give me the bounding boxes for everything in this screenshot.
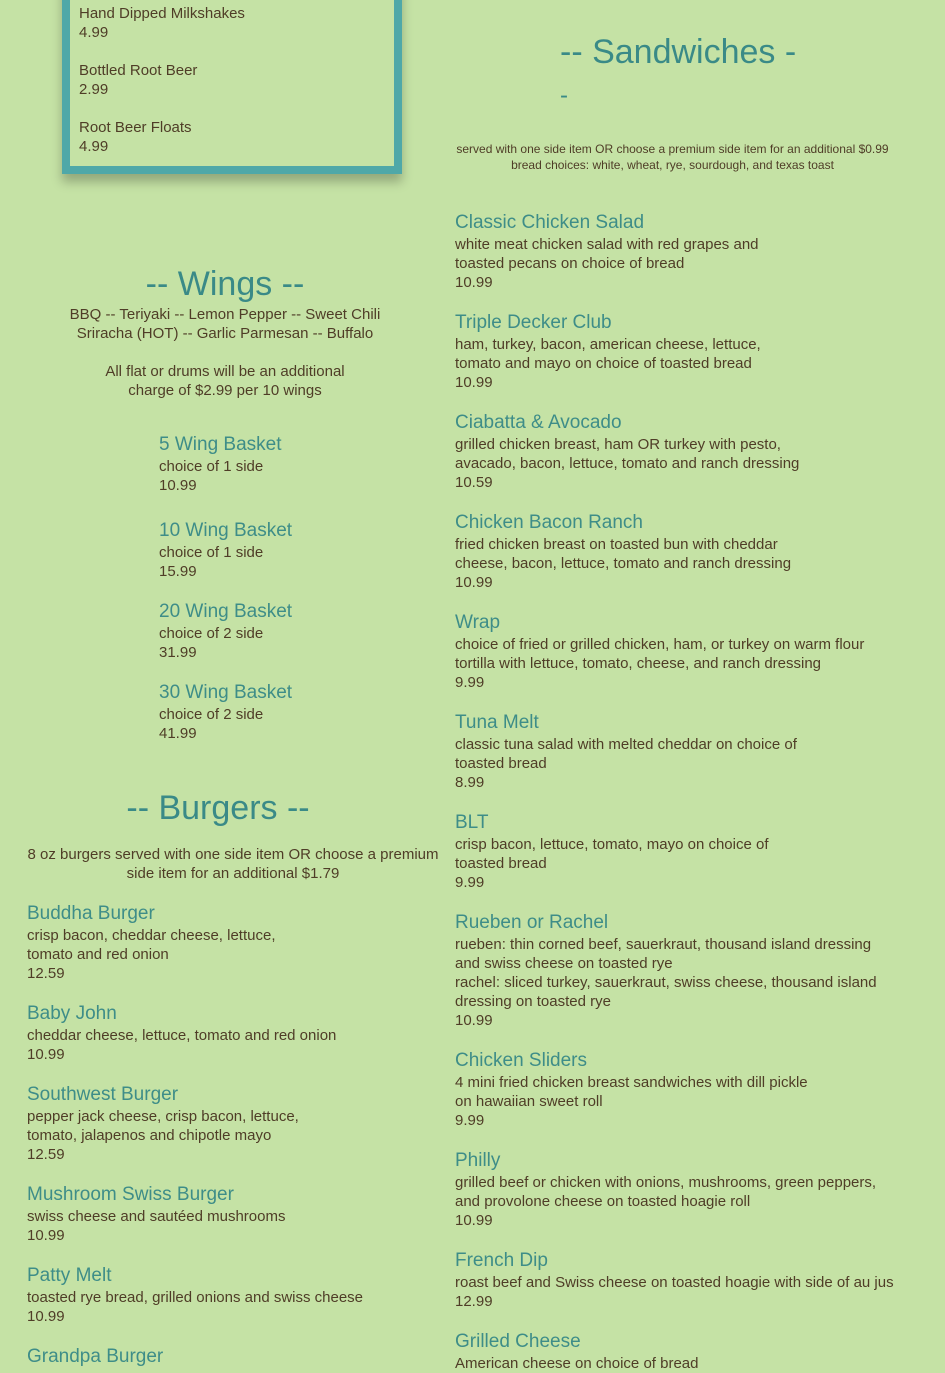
sandwich-item [455, 311, 761, 392]
item-name: Mushroom Swiss Burger [27, 1184, 234, 1205]
sandwich-item [455, 1249, 894, 1311]
wing-item [159, 519, 292, 581]
item-price: 10.99 [455, 1012, 493, 1029]
drink-item [79, 61, 197, 99]
item-name: 10 Wing Basket [159, 520, 293, 541]
burger-item [27, 1183, 285, 1245]
item-price: 41.99 [159, 725, 197, 742]
wings-note: charge of $2.99 per 10 wings [128, 382, 322, 399]
item-desc: American cheese on choice of bread [455, 1355, 699, 1372]
item-desc: 4 mini fried chicken breast sandwiches with dill pickle [455, 1074, 808, 1091]
sandwich-item [455, 411, 799, 492]
item-name: Rueben or Rachel [455, 912, 609, 933]
item-name: 30 Wing Basket [159, 682, 293, 703]
drink-price: 2.99 [79, 81, 109, 98]
item-name: French Dip [455, 1250, 548, 1271]
burgers-note: 8 oz burgers served with one side item OR choose a premium [27, 846, 439, 863]
item-name: Ciabatta & Avocado [455, 412, 622, 433]
sandwich-item [455, 611, 864, 692]
item-desc: choice of 2 side [159, 706, 264, 723]
sandwich-item [455, 1149, 876, 1230]
sandwich-item [455, 211, 759, 292]
drink-price: 4.99 [79, 138, 109, 155]
item-name: Triple Decker Club [455, 312, 612, 333]
drink-name: Bottled Root Beer [79, 62, 198, 79]
sandwich-item [455, 811, 769, 892]
item-price: 31.99 [159, 644, 197, 661]
item-desc: crisp bacon, cheddar cheese, lettuce, [27, 927, 276, 944]
item-price: 10.99 [27, 1308, 65, 1325]
sandwiches-title: -- Sandwiches - [560, 33, 797, 71]
item-desc: tomato and mayo on choice of toasted bread [455, 355, 752, 372]
item-price: 10.99 [159, 477, 197, 494]
wing-item [159, 433, 282, 495]
item-name: Buddha Burger [27, 903, 155, 924]
item-desc: choice of 2 side [159, 625, 264, 642]
item-desc: cheddar cheese, lettuce, tomato and red onion [27, 1027, 337, 1044]
sandwich-item [455, 511, 791, 592]
item-price: 10.99 [27, 1227, 65, 1244]
item-desc: grilled chicken breast, ham OR turkey with pesto, [455, 436, 781, 453]
item-name: Baby John [27, 1003, 117, 1024]
item-name: 20 Wing Basket [159, 601, 293, 622]
item-desc: toasted bread [455, 855, 547, 872]
item-desc: white meat chicken salad with red grapes and [455, 236, 759, 253]
item-name: 5 Wing Basket [159, 434, 282, 455]
item-price: 10.99 [455, 274, 493, 291]
item-price: 10.59 [455, 474, 493, 491]
wing-item [159, 600, 292, 662]
item-price: 9.99 [455, 1112, 485, 1129]
item-desc: and swiss cheese on toasted rye [455, 955, 673, 972]
item-name: Chicken Bacon Ranch [455, 512, 643, 533]
item-desc: tortilla with lettuce, tomato, cheese, and ranch dressing [455, 655, 822, 672]
burger-item [27, 1083, 299, 1164]
burgers-title: -- Burgers -- [126, 789, 310, 827]
item-desc: dressing on toasted rye [455, 993, 611, 1010]
drink-item [79, 118, 192, 156]
drink-price: 4.99 [79, 24, 109, 41]
burger-item [27, 1002, 336, 1064]
item-name: Grandpa Burger [27, 1346, 164, 1367]
item-desc: ham, turkey, bacon, american cheese, lettuce, [455, 336, 761, 353]
item-desc: toasted pecans on choice of bread [455, 255, 685, 272]
item-desc: choice of fried or grilled chicken, ham, or turkey on warm flour [455, 636, 865, 653]
wings-flavors: Sriracha (HOT) -- Garlic Parmesan -- Buffalo [76, 325, 374, 342]
sandwich-item [455, 711, 797, 792]
item-desc: rachel: sliced turkey, sauerkraut, swiss cheese, thousand island [455, 974, 877, 991]
item-name: Patty Melt [27, 1265, 112, 1286]
sandwiches-bread-note: bread choices: white, wheat, rye, sourdough, and texas toast [511, 158, 834, 172]
wings-flavors: BBQ -- Teriyaki -- Lemon Pepper -- Sweet Chili [69, 306, 381, 323]
drink-item [79, 4, 245, 42]
item-desc: roast beef and Swiss cheese on toasted hoagie with side of au jus [455, 1274, 894, 1291]
item-desc: avacado, bacon, lettuce, tomato and ranch dressing [455, 455, 800, 472]
item-desc: toasted rye bread, grilled onions and swiss cheese [27, 1289, 364, 1306]
item-desc: choice of 1 side [159, 458, 264, 475]
burger-item [27, 1345, 163, 1369]
item-desc: swiss cheese and sautéed mushrooms [27, 1208, 286, 1225]
item-price: 10.99 [455, 374, 493, 391]
item-desc: on hawaiian sweet roll [455, 1093, 603, 1110]
sandwich-item [455, 911, 877, 1030]
item-desc: fried chicken breast on toasted bun with cheddar [455, 536, 778, 553]
item-desc: pepper jack cheese, crisp bacon, lettuce, [27, 1108, 299, 1125]
item-price: 9.99 [455, 674, 485, 691]
item-name: Tuna Melt [455, 712, 539, 733]
item-name: Philly [455, 1150, 501, 1171]
item-desc: rueben: thin corned beef, sauerkraut, thousand island dressing [455, 936, 872, 953]
item-price: 10.99 [455, 1212, 493, 1229]
item-desc: choice of 1 side [159, 544, 264, 561]
sandwiches-side-note: served with one side item OR choose a premium side item for an additional $0.99 [456, 142, 889, 156]
item-desc: and provolone cheese on toasted hoagie roll [455, 1193, 751, 1210]
item-desc: toasted bread [455, 755, 547, 772]
item-name: Southwest Burger [27, 1084, 179, 1105]
item-name: BLT [455, 812, 489, 833]
item-price: 9.99 [455, 874, 485, 891]
item-price: 10.99 [27, 1046, 65, 1063]
sandwich-item [455, 1330, 698, 1373]
item-name: Wrap [455, 612, 501, 633]
burger-item [27, 1264, 363, 1326]
item-price: 12.59 [27, 1146, 65, 1163]
item-price: 12.99 [455, 1293, 493, 1310]
item-desc: crisp bacon, lettuce, tomato, mayo on choice of [455, 836, 769, 853]
sandwich-item [455, 1049, 808, 1130]
sandwiches-title-continued: - [560, 82, 568, 109]
item-name: Classic Chicken Salad [455, 212, 645, 233]
drink-name: Root Beer Floats [79, 119, 192, 136]
item-name: Chicken Sliders [455, 1050, 587, 1071]
item-desc: tomato and red onion [27, 946, 169, 963]
wings-note: All flat or drums will be an additional [105, 363, 345, 380]
burger-item [27, 902, 275, 983]
item-desc: classic tuna salad with melted cheddar on choice of [455, 736, 797, 753]
drink-name: Hand Dipped Milkshakes [79, 5, 245, 22]
item-desc: grilled beef or chicken with onions, mushrooms, green peppers, [455, 1174, 877, 1191]
item-price: 8.99 [455, 774, 485, 791]
item-desc: tomato, jalapenos and chipotle mayo [27, 1127, 272, 1144]
burgers-note: side item for an additional $1.79 [126, 865, 340, 882]
item-price: 10.99 [455, 574, 493, 591]
item-price: 15.99 [159, 563, 197, 580]
item-name: Grilled Cheese [455, 1331, 581, 1352]
wings-title: -- Wings -- [145, 265, 305, 303]
item-desc: cheese, bacon, lettuce, tomato and ranch dressing [455, 555, 792, 572]
wing-item [159, 681, 292, 743]
item-price: 12.59 [27, 965, 65, 982]
